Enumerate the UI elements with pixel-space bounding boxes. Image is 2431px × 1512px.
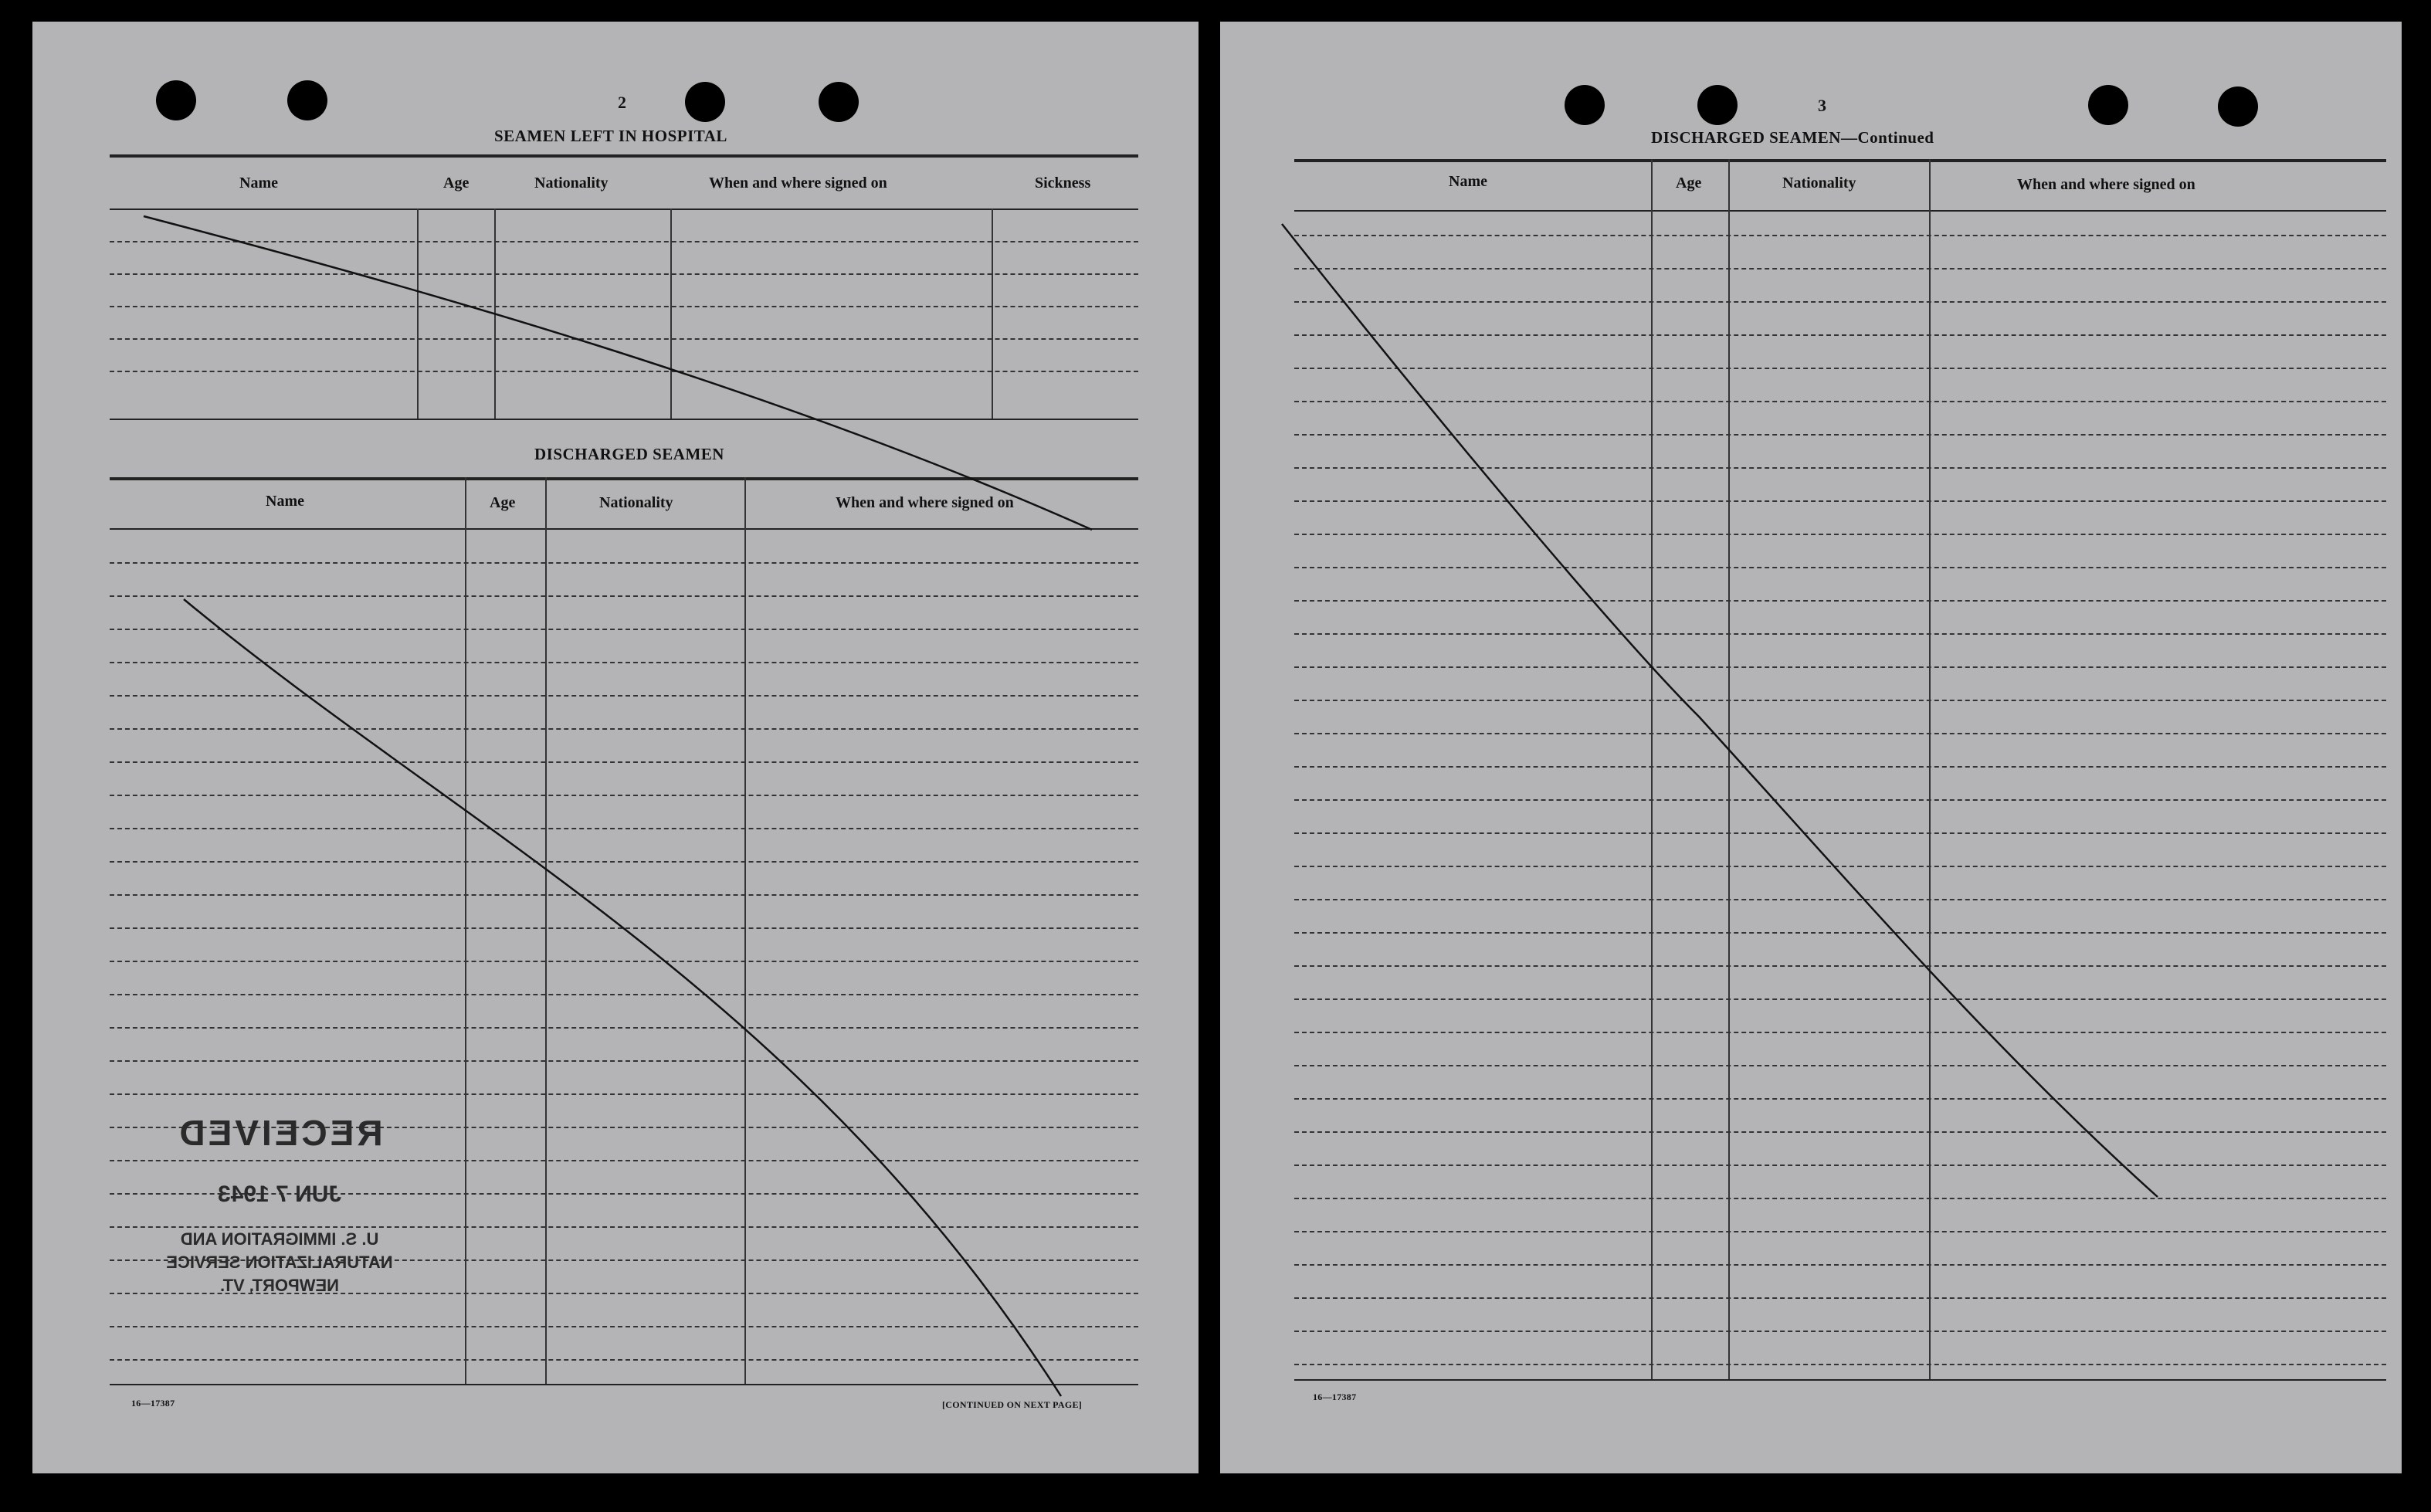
received-stamp-line: NEWPORT, VT. — [220, 1276, 340, 1295]
column-header-when-where: When and where signed on — [709, 175, 887, 192]
column-header-name: Name — [239, 175, 278, 192]
column-header-when-where: When and where signed on — [836, 494, 1014, 511]
column-header-age: Age — [490, 494, 516, 511]
received-stamp-date: JUN 7 1943 — [217, 1181, 342, 1207]
form-number: 16—17387 — [1313, 1392, 1357, 1402]
continued-note: [CONTINUED ON NEXT PAGE] — [942, 1399, 1083, 1410]
page-number: 3 — [1818, 96, 1826, 115]
form-number: 16—17387 — [131, 1398, 175, 1409]
received-stamp-line: NATURALIZATION SERVICE — [166, 1253, 393, 1272]
strike-line — [1282, 224, 2158, 1197]
column-header-nationality: Nationality — [534, 175, 609, 192]
discharged-continued-title: DISCHARGED SEAMEN—Continued — [1651, 128, 1934, 147]
column-header-name: Name — [266, 493, 304, 510]
column-header-when-where: When and where signed on — [2017, 176, 2195, 193]
column-header-name: Name — [1449, 173, 1487, 190]
column-header-nationality: Nationality — [1782, 175, 1856, 192]
hospital-section-title: SEAMEN LEFT IN HOSPITAL — [494, 127, 727, 145]
received-stamp-line: U. S. IMMIGRATION AND — [180, 1229, 379, 1249]
discharged-section-title: DISCHARGED SEAMEN — [534, 445, 724, 463]
received-stamp-word: RECEIVED — [176, 1113, 383, 1153]
strike-line — [184, 599, 1061, 1396]
column-header-nationality: Nationality — [599, 494, 673, 511]
left-page — [32, 22, 1199, 1473]
strike-through-lines — [1220, 22, 2402, 1473]
page-number: 2 — [618, 93, 626, 112]
column-header-sickness: Sickness — [1035, 175, 1091, 192]
column-header-age: Age — [443, 175, 470, 192]
strike-line — [144, 216, 1092, 530]
right-page — [1220, 22, 2402, 1473]
strike-through-lines — [32, 22, 1199, 1473]
column-header-age: Age — [1676, 175, 1702, 192]
